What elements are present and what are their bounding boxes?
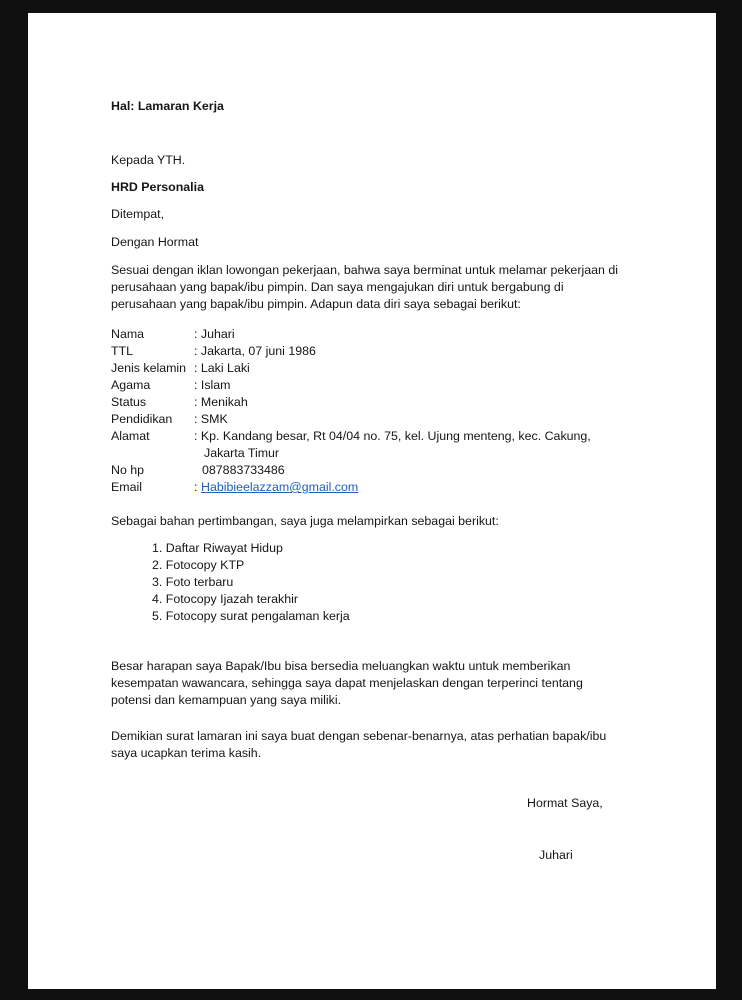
field-value: : Juhari [194,327,235,341]
to-line: Kepada YTH. [111,153,186,167]
hope-line: kesempatan wawancara, sehingga saya dapat menjelaskan dengan terperinci tentang [111,676,583,690]
list-item: 1. Daftar Riwayat Hidup [152,541,283,555]
field-label: Status [111,395,147,409]
field-value: : Kp. Kandang besar, Rt 04/04 no. 75, kel. Ujung menteng, kec. Cakung, [194,429,591,443]
intro-line: perusahaan yang bapak/ibu pimpin. Adapun data diri saya sebagai berikut: [111,297,521,311]
location: Ditempat, [111,207,165,221]
hope-line: potensi dan kemampuan yang saya miliki. [111,693,342,707]
signature-name: Juhari [539,848,573,862]
field-email [111,479,671,496]
greeting: Dengan Hormat [111,235,199,249]
field-label: Agama [111,378,151,392]
signoff: Hormat Saya, [527,796,603,810]
field-nama [111,326,671,343]
field-label: Email [111,480,142,494]
field-value: : Islam [194,378,231,392]
field-ttl [111,343,671,360]
field-value-continued: Jakarta Timur [204,446,280,460]
closing-line: saya ucapkan terima kasih. [111,746,262,760]
field-label: Jenis kelamin [111,361,187,375]
field-label: Alamat [111,429,150,443]
field-value: : Menikah [194,395,248,409]
field-colon: : [194,480,198,494]
field-value: 087883733486 [202,463,285,477]
field-jenis-kelamin [111,360,671,377]
field-label: TTL [111,344,134,358]
list-item: 3. Foto terbaru [152,575,234,589]
field-value: : Laki Laki [194,361,250,375]
field-label: No hp [111,463,145,477]
field-alamat [111,428,671,462]
field-no-hp [111,462,671,479]
field-pendidikan [111,411,671,428]
list-item: 5. Fotocopy surat pengalaman kerja [152,609,350,623]
recipient: HRD Personalia [111,180,204,194]
closing-line: Demikian surat lamaran ini saya buat dengan sebenar-benarnya, atas perhatian bapak/ibu [111,729,607,743]
list-item: 2. Fotocopy KTP [152,558,245,572]
field-agama [111,377,671,394]
list-item: 4. Fotocopy Ijazah terakhir [152,592,299,606]
attachments-intro: Sebagai bahan pertimbangan, saya juga melampirkan sebagai berikut: [111,514,499,528]
email-link[interactable]: Habibieelazzam@gmail.com [201,480,359,494]
field-status [111,394,671,411]
letter-subject: Hal: Lamaran Kerja [111,99,224,113]
field-label: Pendidikan [111,412,173,426]
hope-line: Besar harapan saya Bapak/Ibu bisa bersedia meluangkan waktu untuk memberikan [111,659,571,673]
letter-page [28,13,716,989]
intro-line: Sesuai dengan iklan lowongan pekerjaan, bahwa saya berminat untuk melamar pekerjaan di [111,263,618,277]
attachments-list [152,540,350,625]
field-value: : Jakarta, 07 juni 1986 [194,344,316,358]
field-label: Nama [111,327,145,341]
field-value: : SMK [194,412,228,426]
intro-line: perusahaan yang bapak/ibu pimpin. Dan saya mengajukan diri untuk bergabung di [111,280,564,294]
